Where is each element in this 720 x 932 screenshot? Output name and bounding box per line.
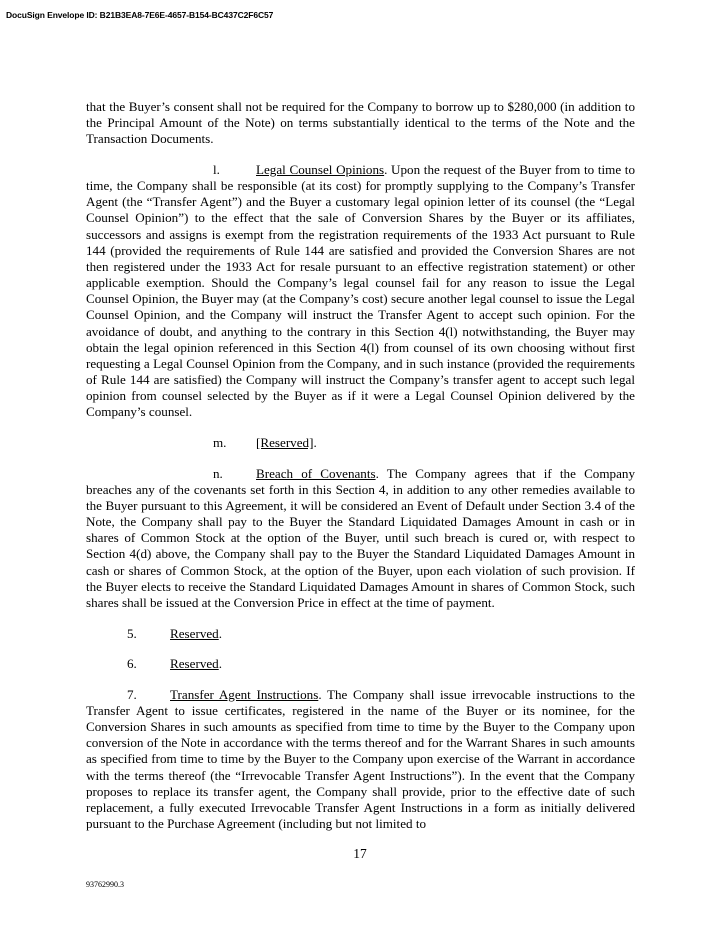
section-n-marker: n. (213, 465, 223, 481)
section-5-paragraph (86, 626, 635, 642)
section-6-heading: Reserved (170, 656, 219, 672)
section-5-text: . (218, 625, 222, 641)
document-body (86, 99, 635, 832)
document-id: 93762990.3 (86, 880, 124, 889)
section-5-marker: 5. (127, 625, 137, 641)
section-l-paragraph (86, 162, 635, 421)
section-m-marker: m. (213, 434, 227, 450)
section-7-marker: 7. (127, 686, 137, 702)
section-l-heading: Legal Counsel Opinions (256, 161, 385, 177)
section-n-text: . The Company agrees that if the Company breaches any of the covenants set forth in this Section 4, in addition to any other remedies available to the Buyer pursuant to this Agreement, it will be considered an Event of Default under Section 3.4 of the Note, the Company shall pay to the Buyer the Standard Liquidated Damages Amount in cash or in shares of Common Stock at the option of the Buyer, until such breach is cured or, with respect to Section 4(d) above, the Company shall pay to the Buyer the Standard Liquidated Damages Amount in cash or shares of Common Stock, at the option of the Buyer, upon each violation of such provision. If the Buyer elects to receive the Standard Liquidated Damages Amount in shares of Common Stock, such shares shall be issued at the Conversion Price in effect at the time of payment. (86, 465, 635, 610)
section-7-paragraph (86, 687, 635, 832)
continuation-paragraph: that the Buyer’s consent shall not be required for the Company to borrow up to $280,000 (in addition to the Principal Amount of the Note) on terms substantially identical to the terms of the Note and the Transaction Documents. (86, 99, 635, 147)
section-m-heading: [Reserved] (256, 434, 314, 450)
section-m-text: . (313, 434, 317, 450)
page-number: 17 (353, 846, 367, 861)
section-6-marker: 6. (127, 656, 137, 672)
section-n-paragraph (86, 466, 635, 611)
section-m-paragraph (86, 435, 635, 451)
section-l-marker: l. (213, 161, 220, 177)
section-7-heading: Transfer Agent Instructions (170, 686, 319, 702)
section-6-text: . (218, 656, 222, 672)
section-n-heading: Breach of Covenants (256, 465, 376, 481)
section-l-text: . Upon the request of the Buyer from to time to time, the Company shall be responsible (at its cost) for promptly supplying to the Company’s Transfer Agent (the “Transfer Agent”) and the Buyer a customary legal opinion letter of its counsel (the “Legal Counsel Opinion”) to the effect that the sale of Conversion Shares by the Buyer or its affiliates, successors and assigns is exempt from the registration requirements of the 1933 Act pursuant to Rule 144 (provided the requirements of Rule 144 are satisfied and provided the Conversion Shares are not then registered under the 1933 Act for resale pursuant to an effective registration statement) or other applicable exemption. Should the Company’s legal counsel fail for any reason to issue the Legal Counsel Opinion, the Buyer may (at the Company’s cost) secure another legal counsel to issue the Legal Counsel Opinion, and the Company will instruct the Transfer Agent to accept such opinion. For the avoidance of doubt, and anything to the contrary in this Section 4(l) notwithstanding, the Buyer may obtain the legal opinion referenced in this Section 4(l) from counsel of its own choosing without first requesting a Legal Counsel Opinion from the Company, and in such instance (provided the requirements of Rule 144 are satisfied) the Company will instruct the Company’s transfer agent to accept such legal opinion from counsel selected by the Buyer as if it were a Legal Counsel Opinion delivered by the Company’s counsel. (86, 161, 635, 420)
envelope-id: DocuSign Envelope ID: B21B3EA8-7E6E-4657-B154-BC437C2F6C57 (6, 10, 274, 20)
section-5-heading: Reserved (170, 625, 219, 641)
section-7-text: . The Company shall issue irrevocable instructions to the Transfer Agent to issue certificates, registered in the name of the Buyer or its nominee, for the Conversion Shares in such amounts as specified from time to time by the Buyer to the Company upon conversion of the Note in accordance with the terms thereof and for the Warrant Shares in such amounts as specified from time to time by the Buyer to the Company upon exercise of the Warrant in accordance with the terms thereof (the “Irrevocable Transfer Agent Instructions”). In the event that the Company proposes to replace its transfer agent, the Company shall provide, prior to the effective date of such replacement, a fully executed Irrevocable Transfer Agent Instructions in a form as initially delivered pursuant to the Purchase Agreement (including but not limited to (86, 686, 635, 832)
section-6-paragraph (86, 656, 635, 672)
